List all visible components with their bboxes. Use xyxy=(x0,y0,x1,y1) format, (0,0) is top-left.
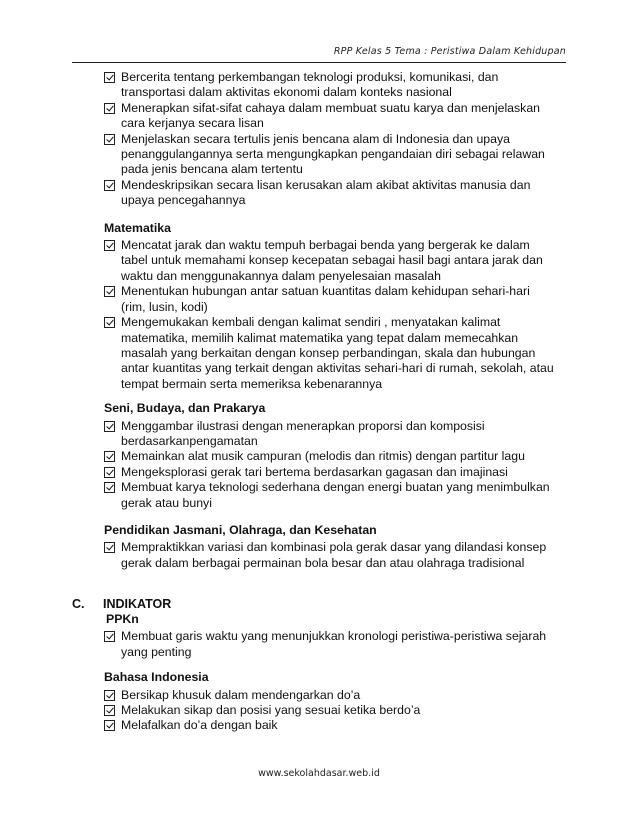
list-item xyxy=(104,284,554,315)
item-text: Menjelaskan secara tertulis jenis bencana alam di Indonesia dan upaya penanggulangannya serta mengungkapkan pengandaian diri sebagai relawan pada jenis bencana alam tertentu xyxy=(121,131,545,177)
checkbox-icon xyxy=(104,482,115,493)
subject-heading-bahasa: Bahasa Indonesia xyxy=(104,670,209,685)
section-title: INDIKATOR xyxy=(103,597,172,611)
item-text: Menggambar ilustrasi dengan menerapkan proporsi dan komposisi berdasarkanpengamatan xyxy=(121,418,485,448)
item-text: Membuat garis waktu yang menunjukkan kronologi peristiwa-peristiwa sejarah yang penting xyxy=(121,629,547,659)
subject-heading-matematika: Matematika xyxy=(104,220,171,235)
item-text: Melafalkan do’a dengan baik xyxy=(121,718,278,733)
list-item xyxy=(104,703,554,718)
content-part-2 xyxy=(104,612,554,734)
item-text: Mencatat jarak dan waktu tempuh berbagai benda yang bergerak ke dalam tabel untuk memahami konsep kecepatan sebagai hasil bagi antara jarak dan waktu dan menggunakannya dalam penyelesaian masalah xyxy=(121,238,543,283)
item-text: Menerapkan sifat-sifat cahaya dalam membuat suatu karya dan menjelaskan cara kerjanya secara lisan xyxy=(121,100,541,131)
list-item xyxy=(104,629,554,660)
content-part-1 xyxy=(104,70,554,571)
list-item xyxy=(104,449,554,464)
list-item xyxy=(104,70,554,101)
item-text: Memainkan alat musik campuran (melodis dan ritmis) dengan partitur lagu xyxy=(121,449,525,464)
list-item xyxy=(104,178,554,209)
item-text: Bersikap khusuk dalam mendengarkan do’a xyxy=(121,687,361,702)
item-text: Melakukan sikap dan posisi yang sesuai ketika berdo’a xyxy=(121,703,421,718)
checkbox-icon xyxy=(104,467,115,478)
list-item xyxy=(104,315,554,392)
list-item xyxy=(104,540,554,571)
checkbox-icon xyxy=(104,690,115,701)
page-header: RPP Kelas 5 Tema : Peristiwa Dalam Kehidupan xyxy=(333,46,566,57)
checkbox-icon xyxy=(104,134,115,145)
section-letter: C. xyxy=(72,597,85,611)
page-footer: www.sekolahdasar.web.id xyxy=(258,768,380,779)
list-item xyxy=(104,688,554,703)
list-item xyxy=(104,465,554,480)
checkbox-icon xyxy=(104,240,115,251)
checkbox-icon xyxy=(104,542,115,553)
checkbox-icon xyxy=(104,631,115,642)
item-text: Mengeksplorasi gerak tari bertema berdasarkan gagasan dan imajinasi xyxy=(121,464,508,479)
list-item xyxy=(104,101,554,132)
subject-heading-ppkn: PPKn xyxy=(106,612,139,626)
checkbox-icon xyxy=(104,103,115,114)
item-text: Menentukan hubungan antar satuan kuantitas dalam kehidupan sehari-hari (rim, lusin, kodi) xyxy=(121,284,530,314)
item-text: Mempraktikkan variasi dan kombinasi pola gerak dasar yang dilandasi konsep gerak dalam berbagai permainan bola besar dan atau olahraga tradisional xyxy=(121,540,547,570)
subject-heading-sbdp: Seni, Budaya, dan Prakarya xyxy=(104,401,266,416)
item-text: Mengemukakan kembali dengan kalimat sendiri , menyatakan kalimat matematika, memilih kalimat matematika yang tepat dalam memecahkan masalah yang berkaitan dengan konsep perbandingan, skala dan hubungan antar kuantitas yang terkait dengan aktivitas sehari-hari di rumah, sekolah, atau tempat bermain serta memeriksa kebenarannya xyxy=(121,315,554,391)
checkbox-icon xyxy=(104,72,115,83)
checkbox-icon xyxy=(104,317,115,328)
list-item xyxy=(104,238,554,284)
header-divider xyxy=(72,62,566,63)
item-text: Membuat karya teknologi sederhana dengan energi buatan yang menimbulkan gerak atau bunyi xyxy=(121,480,550,510)
list-item xyxy=(104,718,554,733)
checkbox-icon xyxy=(104,451,115,462)
checkbox-icon xyxy=(104,421,115,432)
checkbox-icon xyxy=(104,720,115,731)
item-text: Mendeskripsikan secara lisan kerusakan alam akibat aktivitas manusia dan upaya pencegahannya xyxy=(121,177,531,208)
list-item xyxy=(104,132,554,178)
subject-heading-pjok: Pendidikan Jasmani, Olahraga, dan Kesehatan xyxy=(104,522,377,537)
list-item xyxy=(104,480,554,511)
checkbox-icon xyxy=(104,705,115,716)
list-item xyxy=(104,419,554,450)
item-text: Bercerita tentang perkembangan teknologi produksi, komunikasi, dan transportasi dalam aktivitas ekonomi dalam konteks nasional xyxy=(121,70,499,100)
section-heading xyxy=(72,597,171,611)
checkbox-icon xyxy=(104,180,115,191)
checkbox-icon xyxy=(104,286,115,297)
